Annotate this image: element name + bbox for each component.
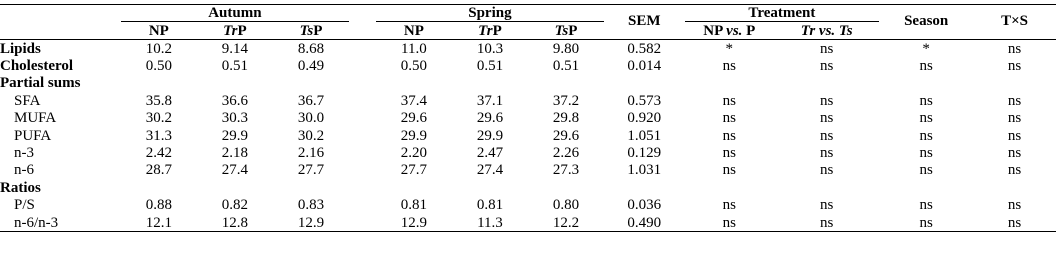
header-blank	[0, 5, 121, 22]
header-blank-2	[0, 22, 121, 40]
cell: ns	[1007, 127, 1022, 144]
cell: 36.6	[221, 92, 249, 109]
row-partial-sums-heading	[0, 75, 1056, 92]
header-tr-vs-ts: Tr vs. Ts	[774, 22, 879, 40]
row-cholesterol	[0, 57, 1056, 74]
cell: ns	[919, 110, 933, 127]
cell: 30.0	[297, 110, 325, 127]
cell: 30.2	[145, 110, 172, 127]
cell: 2.47	[476, 145, 504, 162]
header-season-label: Season	[904, 13, 949, 30]
cell: 12.2	[528, 214, 604, 232]
tsp-italic: Ts	[299, 22, 314, 39]
gap-cell	[349, 57, 376, 74]
cell: ns	[973, 214, 1056, 232]
gap-cell	[349, 214, 376, 232]
cell: 30.2	[297, 127, 325, 144]
gap-cell	[349, 144, 376, 161]
cell: 12.8	[197, 214, 273, 232]
cell: 0.81	[476, 197, 504, 214]
cell: ns	[919, 162, 933, 179]
cell: 8.68	[297, 40, 325, 57]
cell: ns	[819, 162, 834, 179]
cell: ns	[722, 58, 736, 75]
row-n6-n3	[0, 214, 1056, 232]
cell: 29.9	[476, 127, 504, 144]
cell: 12.1	[121, 214, 197, 232]
cell: ns	[819, 58, 834, 75]
cell: ns	[685, 214, 774, 232]
cell: 10.3	[476, 40, 504, 57]
cell: ns	[722, 145, 736, 162]
cell: ns	[919, 197, 933, 214]
cell: 37.1	[476, 92, 504, 109]
cell: 0.80	[552, 197, 580, 214]
cell: 29.6	[552, 127, 580, 144]
cell: 0.51	[552, 58, 580, 75]
trp-rest: P	[237, 22, 247, 39]
header-txs	[973, 13, 1056, 40]
header-np-vs-p	[685, 22, 774, 40]
section-heading: Partial sums	[0, 75, 81, 92]
row-label: MUFA	[14, 110, 57, 127]
cell: 27.7	[400, 162, 427, 179]
cell: 29.9	[400, 127, 427, 144]
cell: 27.7	[297, 162, 325, 179]
row-ratios-heading	[0, 179, 1056, 196]
cell: ns	[819, 40, 834, 57]
cell: ns	[1007, 92, 1022, 109]
cell: 37.2	[552, 92, 580, 109]
cell: 0.014	[627, 58, 662, 75]
cell: 31.3	[145, 127, 172, 144]
cell: 0.582	[627, 40, 662, 57]
cell: 30.3	[221, 110, 249, 127]
np-vs-p-a: NP	[703, 22, 727, 39]
trp-italic-spring: Tr	[478, 22, 493, 39]
cell: ns	[1007, 40, 1022, 57]
cell: 27.3	[552, 162, 580, 179]
row-ps	[0, 197, 1056, 214]
header-spring: Spring	[376, 5, 604, 22]
row-lipids	[0, 40, 1056, 58]
header-sem-label: SEM	[628, 13, 661, 30]
cell: ns	[1007, 162, 1022, 179]
cell: *	[725, 40, 734, 57]
cell: ns	[1007, 58, 1022, 75]
cell: 9.14	[221, 40, 249, 57]
cell: 0.920	[627, 110, 662, 127]
header-autumn-trp	[197, 22, 273, 40]
cell: 0.83	[297, 197, 325, 214]
cell: ns	[774, 214, 879, 232]
trp-rest-spring: P	[492, 22, 502, 39]
header-gap	[349, 5, 376, 22]
row-label: n-3	[14, 145, 34, 162]
cell: 29.9	[221, 127, 249, 144]
trp-italic: Tr	[223, 22, 238, 39]
row-pufa	[0, 127, 1056, 144]
cell: ns	[819, 127, 834, 144]
tsp-rest-spring: P	[568, 22, 578, 39]
cell: ns	[722, 127, 736, 144]
cell: ns	[879, 214, 973, 232]
cell: 0.51	[221, 58, 249, 75]
header-row-1	[0, 5, 1056, 22]
cell: 11.3	[452, 214, 528, 232]
cell: 29.6	[476, 110, 504, 127]
cell: ns	[722, 197, 736, 214]
cell: 10.2	[145, 40, 172, 57]
cell: 27.4	[476, 162, 504, 179]
cell: 0.573	[627, 92, 662, 109]
row-label: n-6/n-3	[0, 214, 121, 232]
cell: 2.20	[400, 145, 427, 162]
cell: ns	[819, 145, 834, 162]
gap-cell	[349, 92, 376, 109]
header-spring-np: NP	[376, 22, 452, 40]
cell: *	[922, 40, 930, 57]
cell: 0.88	[145, 197, 172, 214]
header-treatment: Treatment	[685, 5, 880, 22]
header-autumn: Autumn	[121, 5, 349, 22]
cell: 0.129	[627, 145, 662, 162]
cell: ns	[919, 145, 933, 162]
row-label: PUFA	[14, 127, 52, 144]
row-n6	[0, 162, 1056, 179]
cell: ns	[1007, 197, 1022, 214]
cell: ns	[919, 58, 933, 75]
gap-cell	[349, 40, 376, 58]
cell: 0.490	[604, 214, 685, 232]
header-txs-label: T×S	[1001, 13, 1029, 30]
cell: 0.50	[145, 58, 172, 75]
cell: ns	[722, 92, 736, 109]
cell: ns	[722, 162, 736, 179]
header-gap-2	[349, 22, 376, 40]
cell: 29.8	[552, 110, 580, 127]
header-row-2	[0, 22, 1056, 40]
cell: 37.4	[400, 92, 427, 109]
header-spring-trp	[452, 22, 528, 40]
row-label: SFA	[14, 92, 41, 109]
cell: 9.80	[552, 40, 580, 57]
row-label: Cholesterol	[0, 58, 74, 75]
section-heading: Ratios	[0, 179, 41, 196]
cell: ns	[819, 197, 834, 214]
cell: 36.7	[297, 92, 325, 109]
cell: 2.18	[221, 145, 249, 162]
header-sem	[604, 13, 685, 40]
cell: 28.7	[145, 162, 172, 179]
cell: ns	[722, 110, 736, 127]
np-vs-p-vs: vs.	[726, 22, 743, 39]
cell: 0.036	[627, 197, 662, 214]
row-sfa	[0, 92, 1056, 109]
row-label: P/S	[14, 197, 35, 214]
header-spring-tsp	[528, 22, 604, 40]
gap-cell	[349, 127, 376, 144]
cell: ns	[819, 92, 834, 109]
cell: 27.4	[221, 162, 249, 179]
cell: 35.8	[145, 92, 172, 109]
cell: 29.6	[400, 110, 427, 127]
header-autumn-tsp	[273, 22, 349, 40]
cell: 0.50	[400, 58, 427, 75]
cell: ns	[1007, 110, 1022, 127]
cell: ns	[819, 110, 834, 127]
gap-cell	[349, 162, 376, 179]
cell: ns	[919, 92, 933, 109]
cell: 2.16	[297, 145, 325, 162]
gap-cell	[349, 197, 376, 214]
cell: ns	[919, 127, 933, 144]
tsp-rest: P	[313, 22, 323, 39]
gap-cell	[349, 110, 376, 127]
cell: 12.9	[273, 214, 349, 232]
cell: 2.42	[145, 145, 172, 162]
cell: 0.49	[297, 58, 325, 75]
cell: 0.82	[221, 197, 249, 214]
row-label: Lipids	[0, 40, 41, 57]
cell: ns	[1007, 145, 1022, 162]
row-label: n-6	[14, 162, 34, 179]
cell: 0.81	[400, 197, 427, 214]
row-n3	[0, 144, 1056, 161]
row-mufa	[0, 110, 1056, 127]
cell: 0.51	[476, 58, 504, 75]
cell: 1.051	[627, 127, 662, 144]
cell: 12.9	[376, 214, 452, 232]
tsp-italic-spring: Ts	[554, 22, 569, 39]
header-autumn-np: NP	[121, 22, 197, 40]
cell: 1.031	[627, 162, 662, 179]
cell: 2.26	[552, 145, 580, 162]
header-season	[879, 13, 973, 40]
fatty-acid-table	[0, 4, 1056, 232]
cell: 11.0	[401, 40, 427, 57]
np-vs-p-b: P	[742, 22, 756, 39]
